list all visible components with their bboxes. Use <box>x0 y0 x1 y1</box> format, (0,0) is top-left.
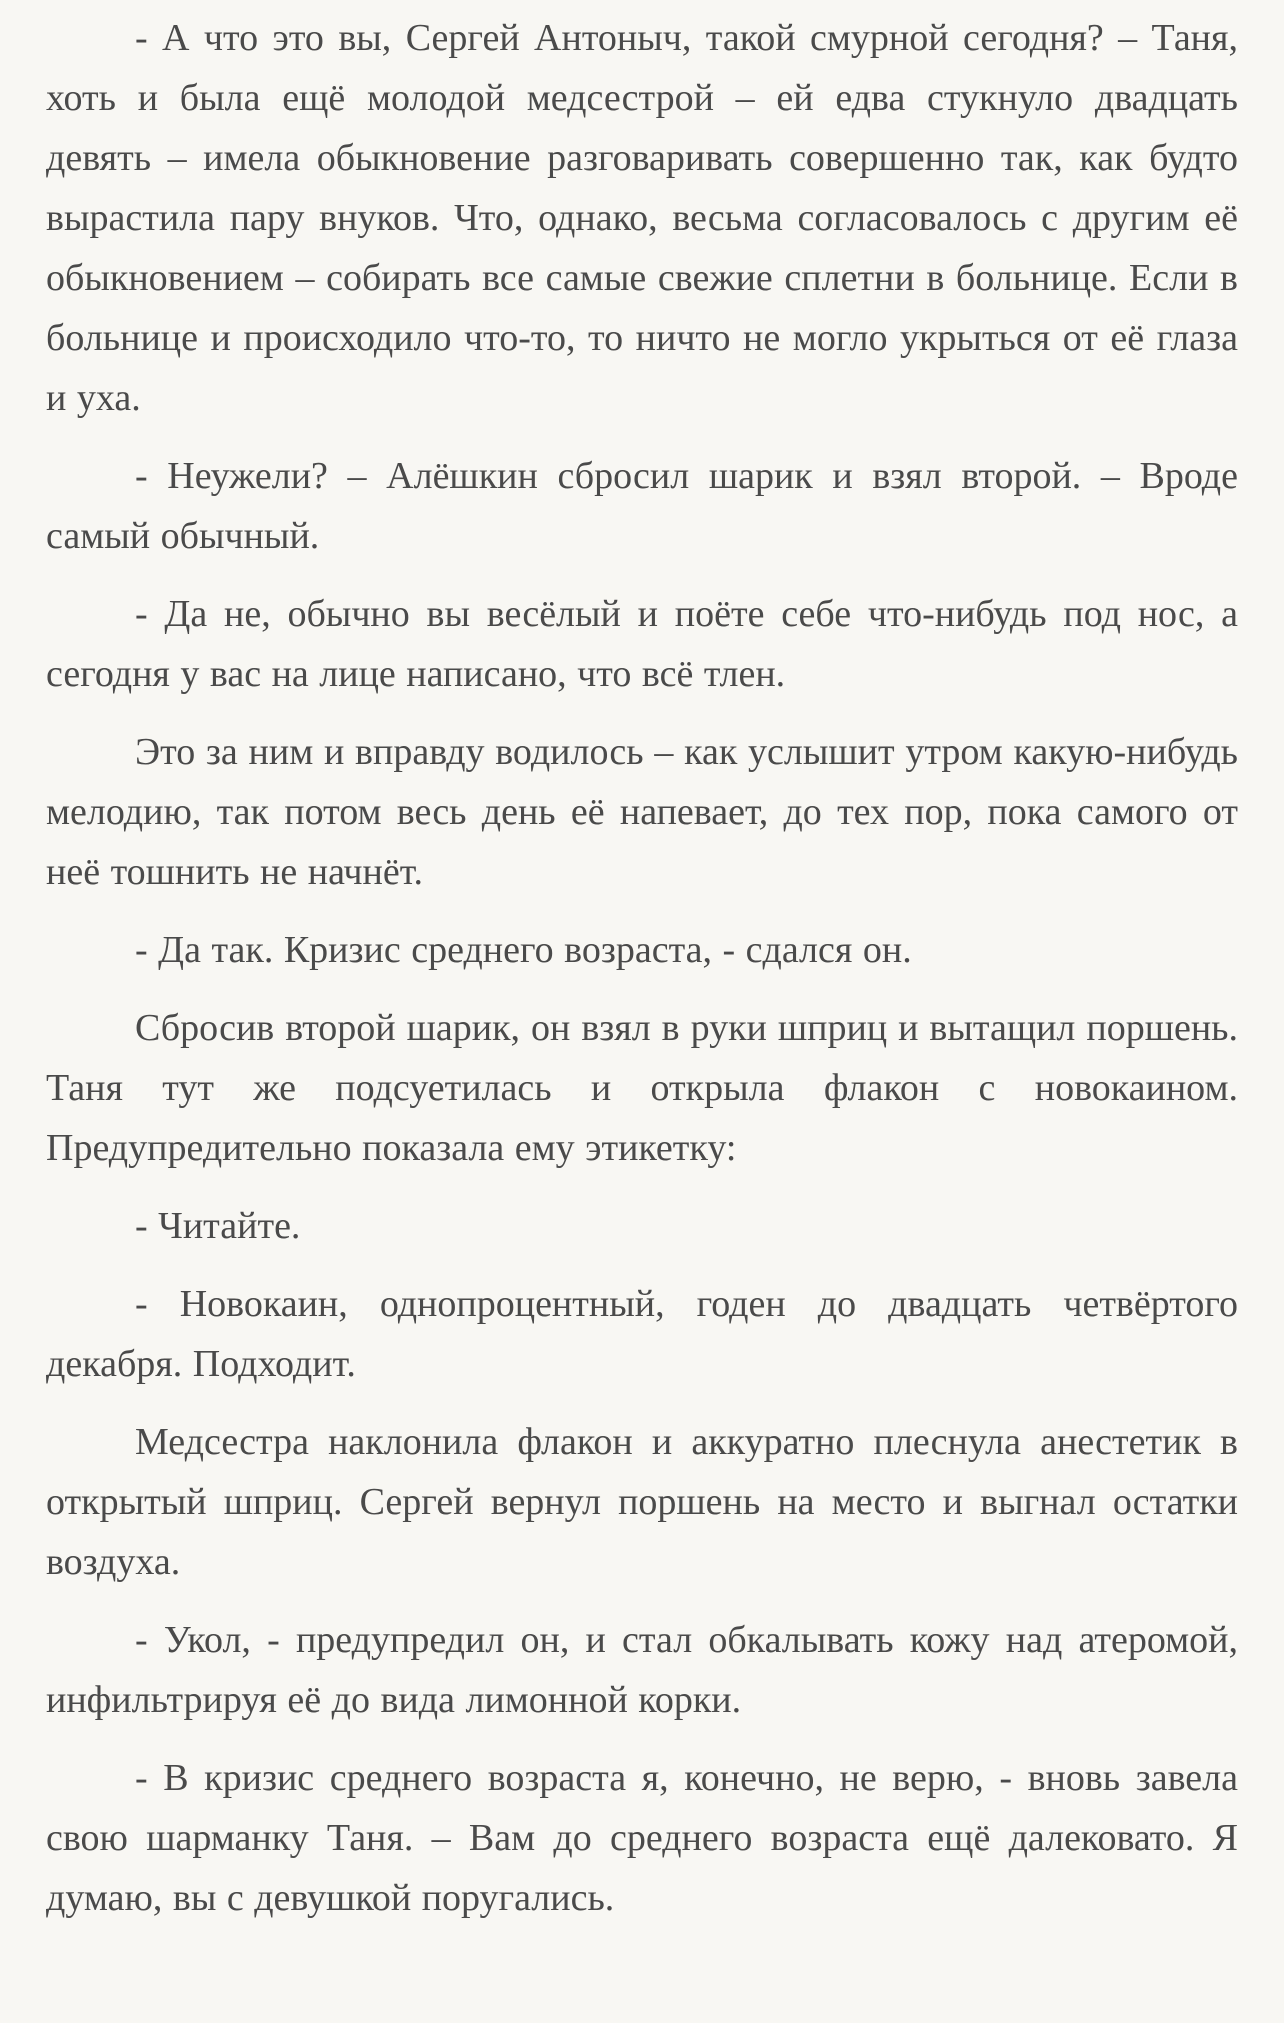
paragraph-9: Медсестра наклонила флакон и аккуратно плеснула анестетик в открытый шприц. Сергей вернул поршень на место и выгнал остатки воздуха. <box>46 1421 1238 1583</box>
paragraph-7: - Читайте. <box>135 1205 301 1247</box>
paragraph-3: - Да не, обычно вы весёлый и поёте себе что-нибудь под нос, а сегодня у вас на лице написано, что всё тлен. <box>46 593 1238 695</box>
paragraph-8: - Новокаин, однопроцентный, годен до двадцать четвёртого декабря. Подходит. <box>46 1283 1238 1385</box>
paragraph-11: - В кризис среднего возраста я, конечно, не верю, - вновь завела свою шарманку Таня. – Вам до среднего возраста ещё далековато. Я думаю, вы с девушкой поругались. <box>46 1757 1238 1919</box>
paragraph-6: Сбросив второй шарик, он взял в руки шприц и вытащил поршень. Таня тут же подсуетилась и открыла флакон с новокаином. Предупредительно показала ему этикетку: <box>46 1007 1238 1169</box>
paragraph-5: - Да так. Кризис среднего возраста, - сдался он. <box>135 929 912 971</box>
paragraph-4: Это за ним и вправду водилось – как услышит утром какую-нибудь мелодию, так потом весь день её напевает, до тех пор, пока самого от неё тошнить не начнёт. <box>46 731 1238 893</box>
paragraph-1: - А что это вы, Сергей Антоныч, такой смурной сегодня? – Таня, хоть и была ещё молодой медсестрой – ей едва стукнуло двадцать девять – имела обыкновение разговаривать совершенно так, как будто вырастила пару внуков. Что, однако, весьма согласовалось с другим её обыкновением – собирать все самые свежие сплетни в больнице. Если в больнице и происходило что-то, то ничто не могло укрыться от её глаза и уха. <box>46 17 1238 419</box>
paragraph-10: - Укол, - предупредил он, и стал обкалывать кожу над атеромой, инфильтрируя её до вида лимонной корки. <box>46 1619 1238 1721</box>
paragraph-2: - Неужели? – Алёшкин сбросил шарик и взял второй. – Вроде самый обычный. <box>46 455 1238 557</box>
